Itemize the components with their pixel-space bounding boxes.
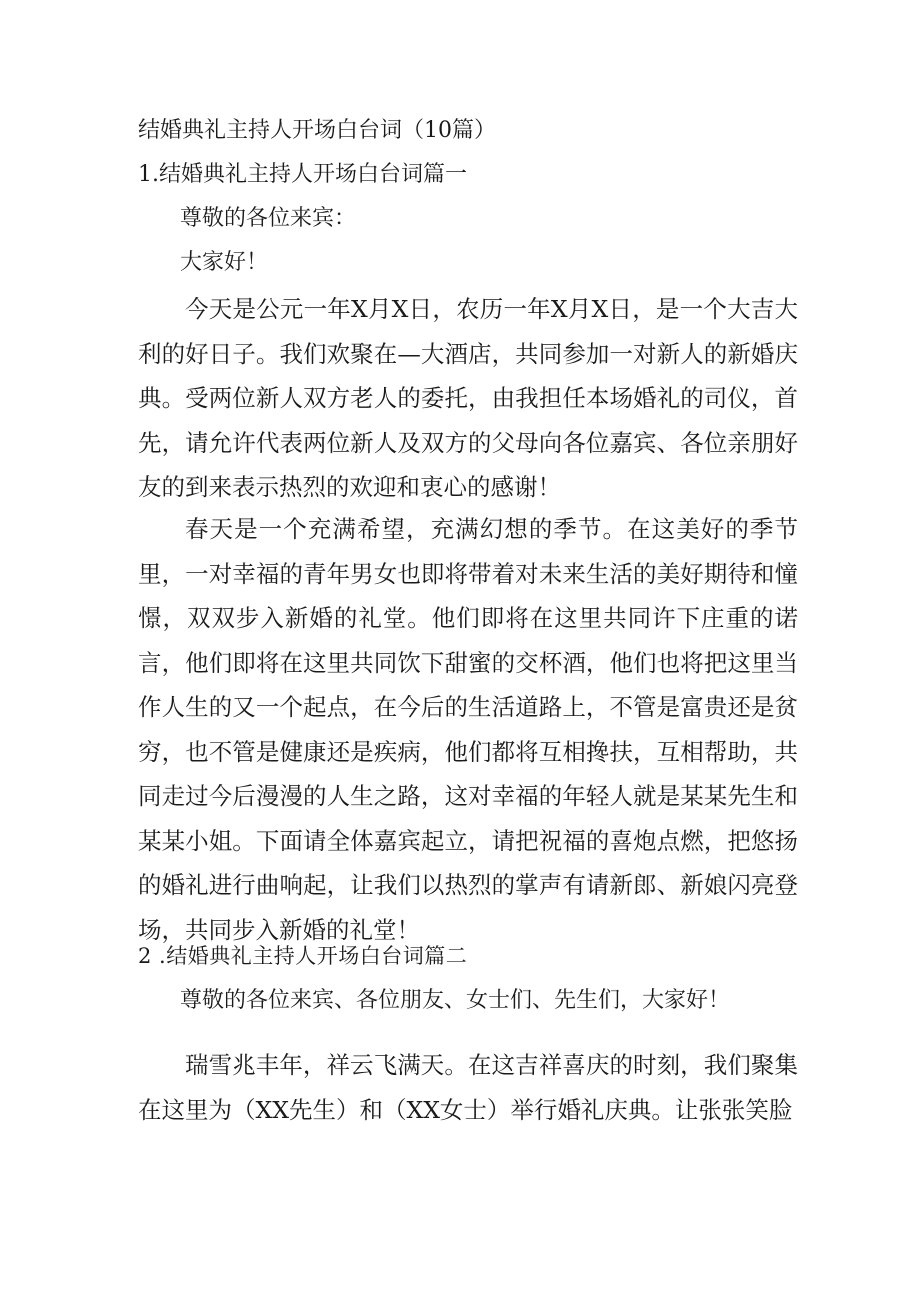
section-1-greeting: 大家好！ (180, 250, 269, 275)
section-2-heading: 2 .结婚典礼主持人开场白台词篇二 (138, 944, 468, 968)
section-1-paragraph-2: 春天是一个充满希望，充满幻想的季节。在这美好的季节里，一对幸福的青年男女也即将带着对未来生活的美好期待和憧憬，双双步入新婚的礼堂。他们即将在这里共同许下庄重的诺言，他们即将在这里共同饮下甜蜜的交杯酒，他们也将把这里当作人生的又一个起点，在今后的生活道路上，不管是富贵还是贫穷，也不管是健康还是疾病，他们都将互相搀扶，互相帮助，共同走过今后漫漫的人生之路，这对幸福的年轻人就是某某先生和某某小姐。下面请全体嘉宾起立，请把祝福的喜炮点燃，把悠扬的婚礼进行曲响起，让我们以热烈的掌声有请新郎、新娘闪亮登场，共同步入新婚的礼堂！ (138, 515, 798, 944)
section-1-paragraph-1: 今天是公元一年X月X日，农历一年X月X日，是一个大吉大利的好日子。我们欢聚在—大酒店，共同参加一对新人的新婚庆典。受两位新人双方老人的委托，由我担任本场婚礼的司仪，首先，请允许代表两位新人及双方的父母向各位嘉宾、各位亲朋好友的到来表示热烈的欢迎和衷心的感谢！ (138, 295, 798, 501)
document-title: 结婚典礼主持人开场白台词（10篇） (138, 118, 496, 143)
section-1-heading: 1.结婚典礼主持人开场白台词篇一 (138, 162, 467, 187)
section-2-paragraph-1: 瑞雪兆丰年，祥云飞满天。在这吉祥喜庆的时刻，我们聚集在这里为（XX先生）和（XX女士）举行婚礼庆典。让张张笑脸 (138, 1051, 798, 1124)
section-2-salutation: 尊敬的各位来宾、各位朋友、女士们、先生们，大家好！ (180, 988, 731, 1013)
section-1-salutation: 尊敬的各位来宾： (180, 206, 357, 231)
